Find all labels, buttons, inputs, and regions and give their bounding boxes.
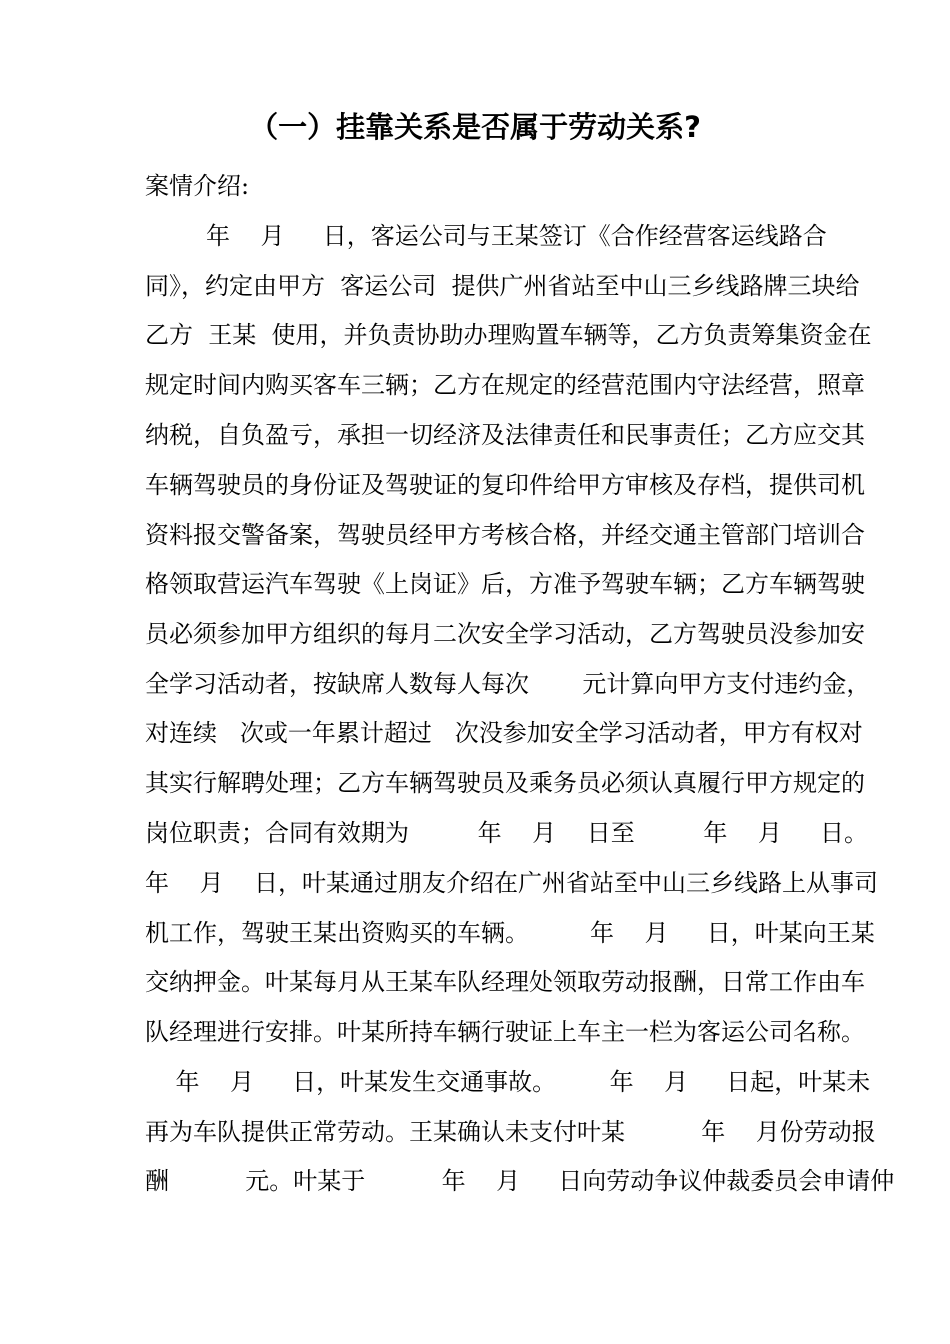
paragraph-line: 队经理进行安排。叶某所持车辆行驶证上车主一栏为客运公司名称。 xyxy=(145,1018,865,1046)
paragraph-line: 车辆驾驶员的身份证及驾驶证的复印件给甲方审核及存档，提供司机 xyxy=(145,471,865,499)
paragraph-line: 年 月 日，叶某通过朋友介绍在广州省站至中山三乡线路上从事司 xyxy=(145,869,879,897)
paragraph-line: 规定时间内购买客车三辆；乙方在规定的经营范围内守法经营，照章 xyxy=(145,371,865,399)
paragraph-line: 同》，约定由甲方 客运公司 提供广州省站至中山三乡线路牌三块给 xyxy=(145,272,860,300)
document-title: （一）挂靠关系是否属于劳动关系? xyxy=(249,110,701,144)
paragraph-line: 纳税，自负盈亏，承担一切经济及法律责任和民事责任；乙方应交其 xyxy=(145,421,865,449)
paragraph-line: 机工作，驾驶王某出资购买的车辆。 年 月 日，叶某向王某 xyxy=(145,919,875,947)
paragraph-line: 对连续 次或一年累计超过 次没参加安全学习活动者，甲方有权对 xyxy=(145,719,863,747)
paragraph-line: 年 月 日，客运公司与王某签订《合作经营客运线路合 xyxy=(145,222,827,250)
paragraph-line: 酬 元。叶某于 年 月 日向劳动争议仲裁委员会申请仲 xyxy=(145,1167,895,1195)
paragraph-line: 全学习活动者，按缺席人数每人每次 元计算向甲方支付违约金， xyxy=(145,670,871,698)
paragraph-line: 交纳押金。叶某每月从王某车队经理处领取劳动报酬，日常工作由车 xyxy=(145,968,865,996)
section-heading: 案情介绍: xyxy=(145,172,250,200)
paragraph-line: 乙方 王某 使用，并负责协助办理购置车辆等，乙方负责筹集资金在 xyxy=(145,321,872,349)
paragraph-line: 其实行解聘处理；乙方车辆驾驶员及乘务员必须认真履行甲方规定的 xyxy=(145,769,865,797)
paragraph-line: 年 月 日，叶某发生交通事故。 年 月 日起，叶某未 xyxy=(145,1068,871,1096)
paragraph-line: 格领取营运汽车驾驶《上岗证》后，方准予驾驶车辆；乙方车辆驾驶 xyxy=(145,570,865,598)
paragraph-line: 岗位职责；合同有效期为 年 月 日至 年 月 日。 xyxy=(145,819,869,847)
paragraph-line: 再为车队提供正常劳动。王某确认未支付叶某 年 月份劳动报 xyxy=(145,1118,876,1146)
paragraph-line: 员必须参加甲方组织的每月二次安全学习活动，乙方驾驶员没参加安 xyxy=(145,620,865,648)
paragraph-line: 资料报交警备案，驾驶员经甲方考核合格，并经交通主管部门培训合 xyxy=(145,521,865,549)
